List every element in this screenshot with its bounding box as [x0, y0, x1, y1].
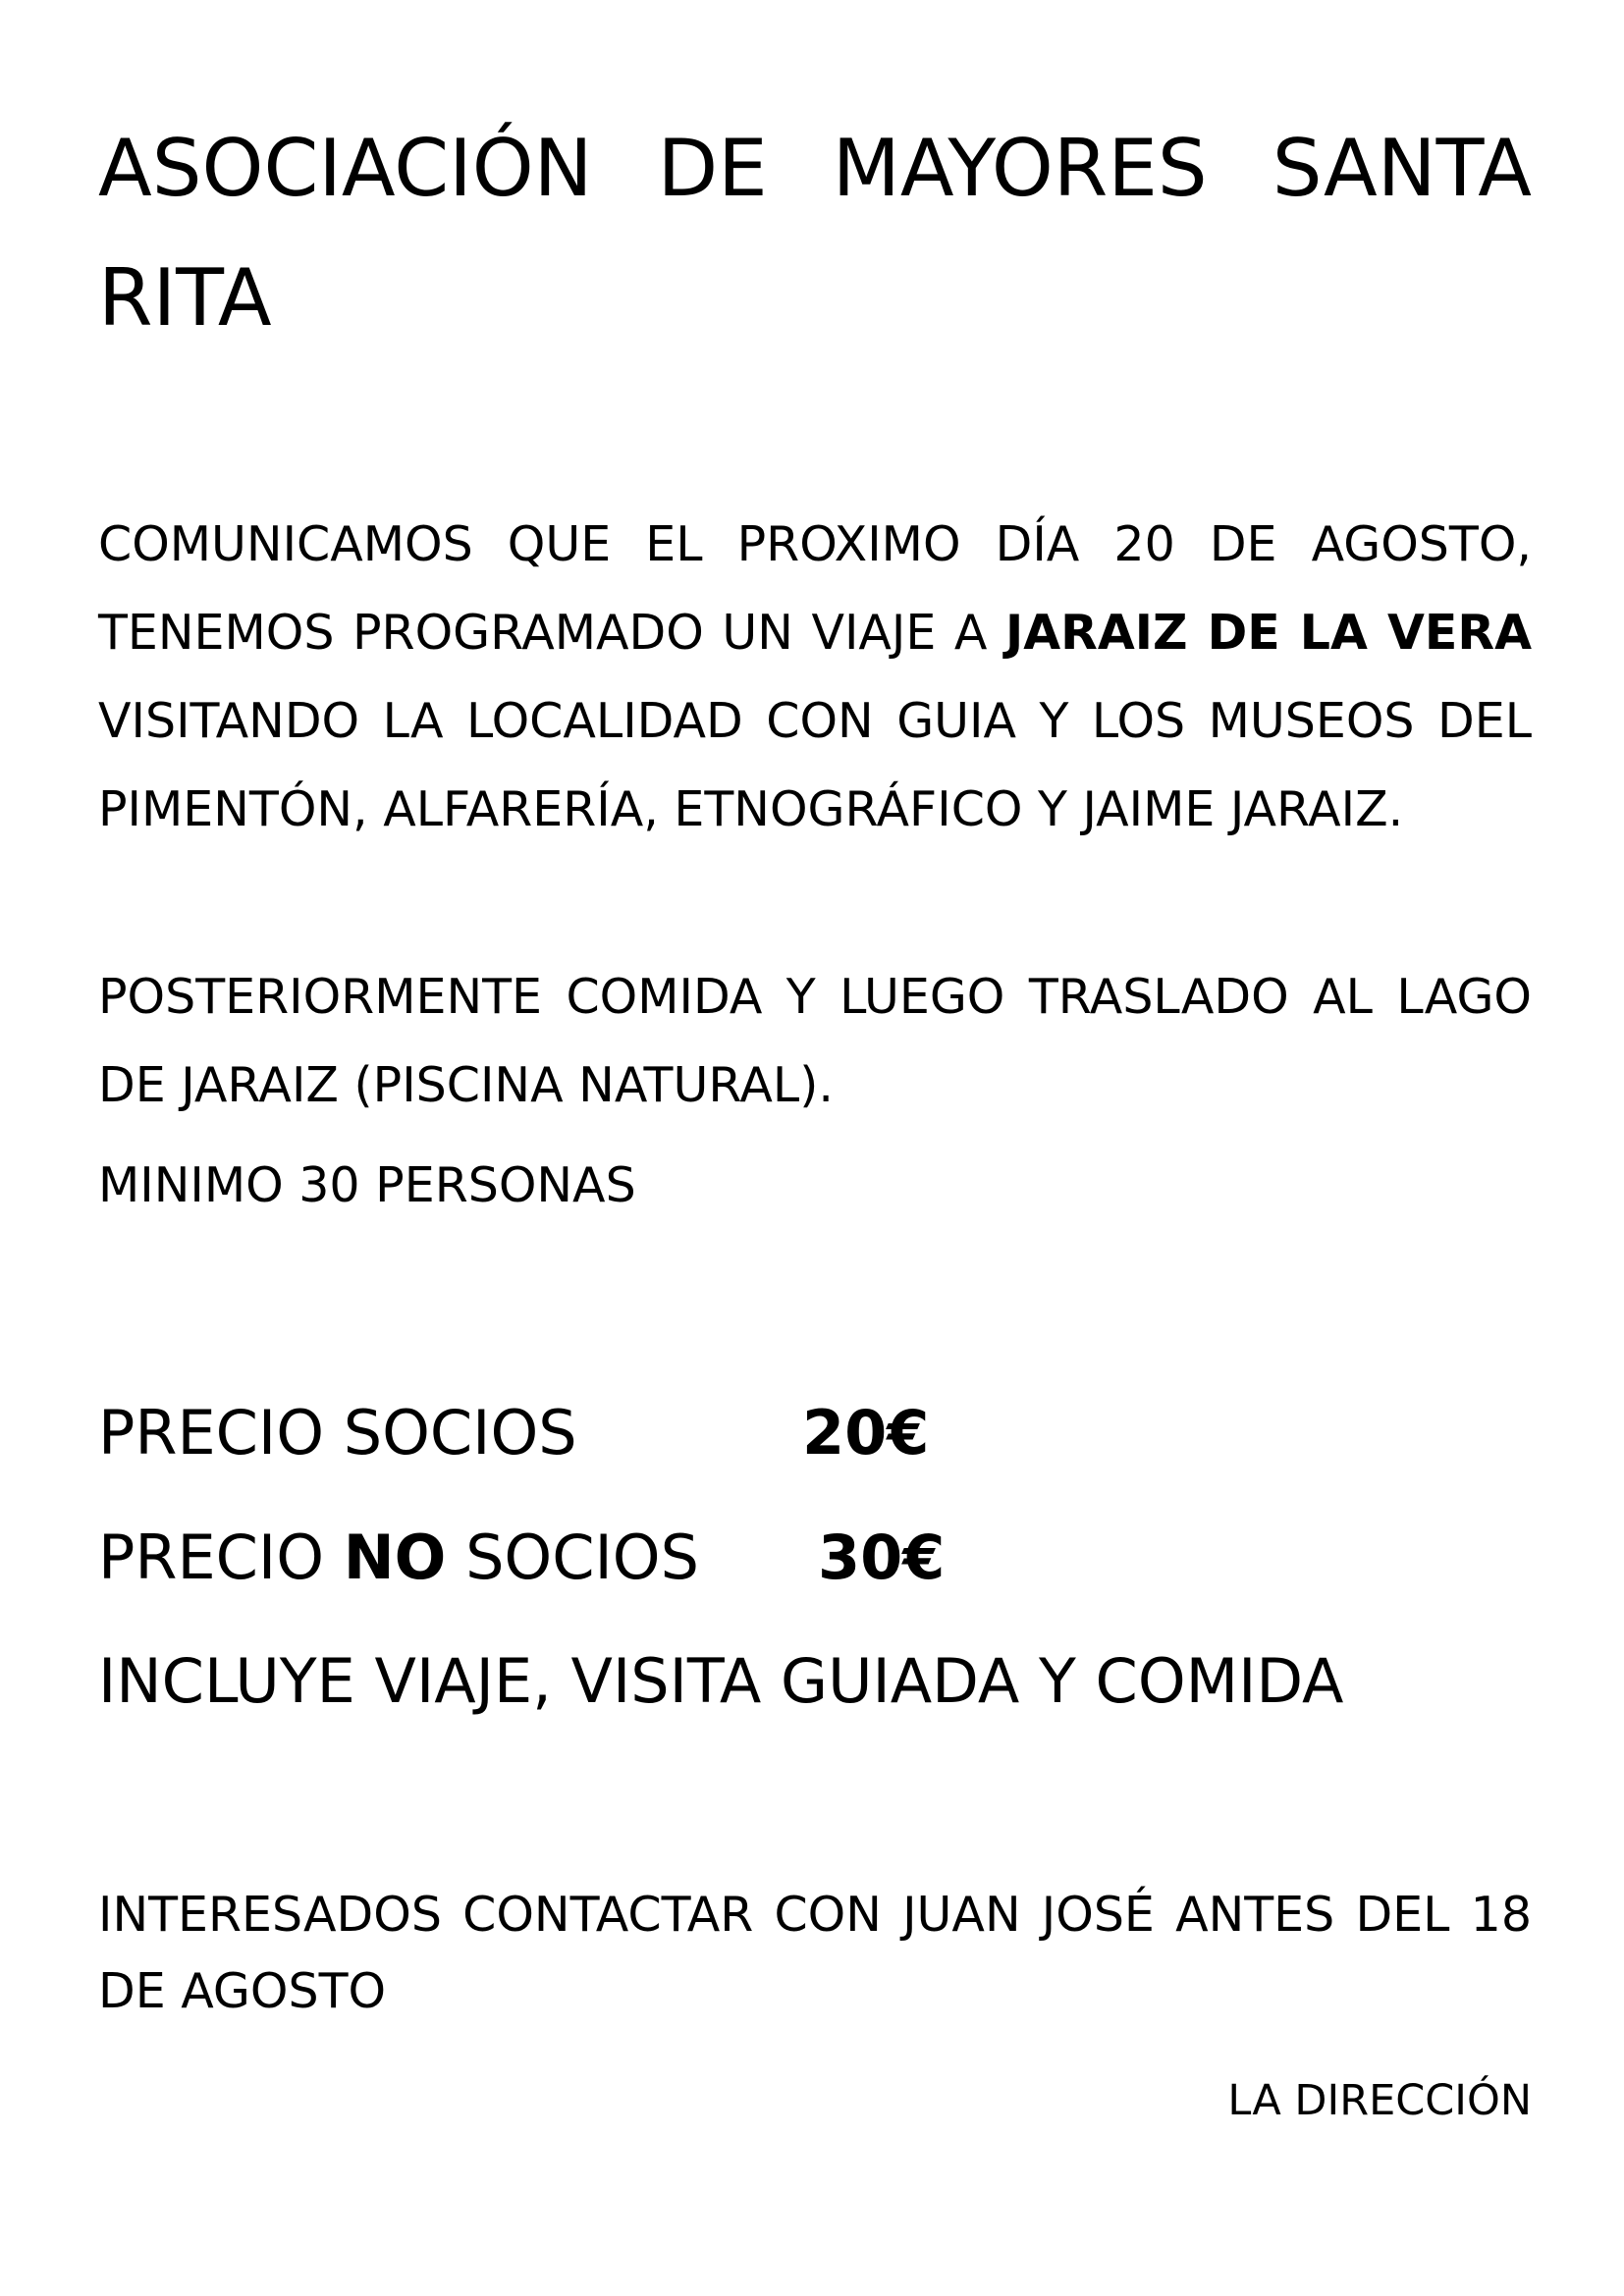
- announcement-paragraph: [98, 501, 1532, 854]
- price-non-members-label: [98, 1509, 699, 1607]
- afterwards-paragraph: POSTERIORMENTE COMIDA Y LUEGO TRASLADO AL LAGO DE JARAIZ (PISCINA NATURAL).: [98, 969, 1532, 1113]
- document-title: ASOCIACIÓN DE MAYORES SANTA RITA: [98, 123, 1532, 344]
- price-members-amount: 20€: [802, 1397, 930, 1468]
- announcement-intro: COMUNICAMOS QUE EL PROXIMO DÍA 20 DE AGOSTO, TENEMOS PROGRAMADO UN VIAJE A: [98, 516, 1532, 661]
- contact-paragraph: INTERESADOS CONTACTAR CON JUAN JOSÉ ANTES DEL 18 DE AGOSTO: [98, 1887, 1532, 2019]
- price-non-members-emphasis: NO: [343, 1522, 447, 1593]
- price-non-members-suffix: SOCIOS: [465, 1522, 699, 1593]
- document-page: [98, 0, 1532, 2296]
- price-non-members-amount: 30€: [818, 1522, 946, 1593]
- includes-line: INCLUYE VIAJE, VISITA GUIADA Y COMIDA: [98, 1645, 1344, 1717]
- price-non-members-prefix: PRECIO: [98, 1522, 325, 1593]
- announcement-details: VISITANDO LA LOCALIDAD CON GUIA Y LOS MUSEOS DEL PIMENTÓN, ALFARERÍA, ETNOGRÁFICO Y JAIME JARAIZ.: [98, 693, 1532, 837]
- destination-name: JARAIZ DE LA VERA: [1004, 605, 1532, 661]
- signature: LA DIRECCIÓN: [1227, 2076, 1532, 2125]
- price-members-label: PRECIO SOCIOS: [98, 1397, 577, 1468]
- minimum-people: MINIMO 30 PERSONAS: [98, 1157, 636, 1213]
